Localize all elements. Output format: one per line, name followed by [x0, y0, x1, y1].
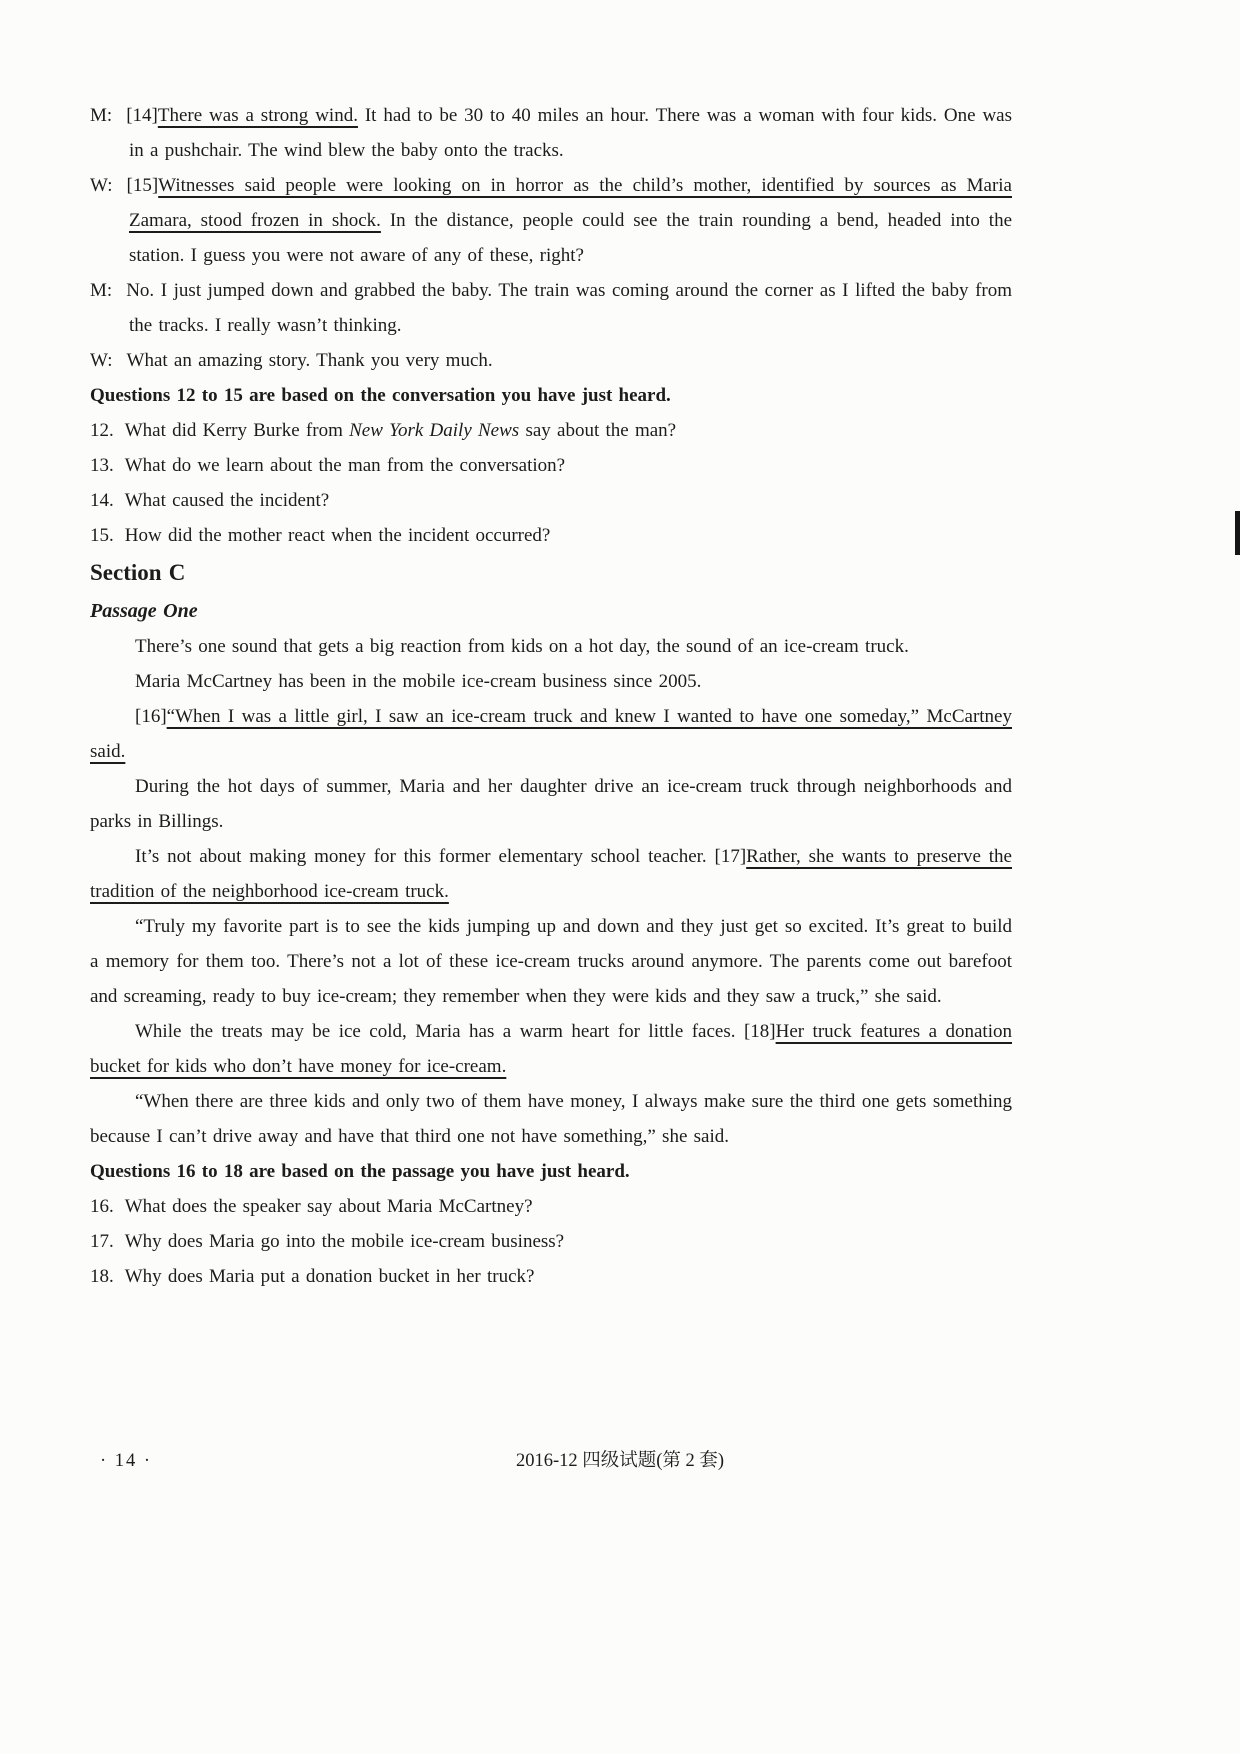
text-segment: It’s not about making money for this former elementary school teacher.: [135, 846, 715, 867]
speaker-label: M:: [90, 105, 113, 126]
text-segment: What an amazing story. Thank you very much.: [126, 350, 493, 371]
passage-paragraph: [90, 769, 1012, 839]
question-number: 17.: [90, 1231, 114, 1252]
passage-paragraph: [90, 629, 1012, 664]
dialogue-line: [90, 98, 1012, 168]
question-item: [90, 413, 1012, 448]
instruction-line: Questions 12 to 15 are based on the conversation you have just heard.: [90, 385, 671, 406]
text-segment: Why does Maria go into the mobile ice-cream business?: [124, 1231, 565, 1252]
scan-artifact-mark: [1235, 511, 1240, 555]
passage-paragraph: [90, 699, 1012, 769]
underlined-text: Her truck features a donation bucket for kids who don’t have money for ice-cream.: [90, 1021, 1012, 1077]
text-segment: In the distance, people could see the train rounding a bend, headed into the station. I guess you were not aware of any of these, right?: [129, 210, 1013, 266]
question-number: 18.: [90, 1266, 114, 1287]
page-footer: [0, 1448, 1240, 1474]
italic-text: New York Daily News: [349, 420, 520, 441]
text-segment: How did the mother react when the incident occurred?: [124, 525, 551, 546]
page-number: · 14 ·: [100, 1451, 153, 1471]
text-segment: “When there are three kids and only two of them have money, I always make sure the third one gets something because I can’t drive away and have that third one not have something,” she said.: [90, 1091, 1012, 1147]
text-segment: There’s one sound that gets a big reaction from kids on a hot day, the sound of an ice-cream truck.: [135, 636, 909, 657]
dialogue-line: [90, 168, 1012, 273]
question-number: 15.: [90, 525, 114, 546]
text-segment: What do we learn about the man from the conversation?: [124, 455, 566, 476]
passage-paragraph: [90, 1084, 1012, 1154]
text-segment: While the treats may be ice cold, Maria has a warm heart for little faces.: [135, 1021, 744, 1042]
text-segment: [14]: [126, 105, 158, 126]
passage-paragraph: [90, 839, 1012, 909]
footer-title: 2016-12 四级试题(第 2 套): [515, 1451, 725, 1471]
dialogue-line: [90, 343, 1012, 378]
text-segment: No. I just jumped down and grabbed the baby. The train was coming around the corner as I lifted the baby from the tracks. I really wasn’t thinking.: [126, 280, 1012, 336]
text-segment: [16]: [135, 706, 167, 727]
question-item: [90, 518, 1012, 553]
speaker-label: M:: [90, 280, 113, 301]
document-body: [90, 98, 1012, 1294]
passage-label: Passage One: [90, 600, 198, 622]
speaker-label: W:: [90, 350, 113, 371]
question-item: [90, 1259, 1012, 1294]
passage-paragraph: [90, 664, 1012, 699]
passage-paragraph: [90, 1014, 1012, 1084]
underlined-text: “When I was a little girl, I saw an ice-cream truck and knew I wanted to have one someday,” McCartney said.: [90, 706, 1012, 762]
question-number: 12.: [90, 420, 114, 441]
text-segment: It had to be 30 to 40 miles an hour. There was a woman with four kids. One was in a pushchair. The wind blew the baby onto the tracks.: [129, 105, 1012, 161]
speaker-label: W:: [90, 175, 113, 196]
instruction-line: Questions 16 to 18 are based on the passage you have just heard.: [90, 1161, 630, 1182]
passage-paragraph: [90, 909, 1012, 1014]
text-segment: [18]: [743, 1021, 776, 1042]
text-segment: What caused the incident?: [124, 490, 330, 511]
text-segment: [15]: [126, 175, 159, 196]
text-segment: What did Kerry Burke from: [124, 420, 350, 441]
question-number: 13.: [90, 455, 114, 476]
section-heading: Section C: [90, 560, 186, 585]
text-segment: Maria McCartney has been in the mobile ice-cream business since 2005.: [135, 671, 702, 692]
question-number: 14.: [90, 490, 114, 511]
underlined-text: Rather, she wants to preserve the tradition of the neighborhood ice-cream truck.: [90, 846, 1012, 902]
question-item: [90, 1189, 1012, 1224]
text-segment: During the hot days of summer, Maria and her daughter drive an ice-cream truck through neighborhoods and parks in Billings.: [90, 776, 1012, 832]
underlined-text: Witnesses said people were looking on in horror as the child’s mother, identified by sources as Maria Zamara, stood frozen in shock.: [129, 175, 1012, 231]
underlined-text: There was a strong wind.: [157, 105, 358, 126]
text-segment: say about the man?: [519, 420, 677, 441]
question-item: [90, 483, 1012, 518]
dialogue-line: [90, 273, 1012, 343]
question-item: [90, 448, 1012, 483]
question-item: [90, 1224, 1012, 1259]
text-segment: [17]: [714, 846, 747, 867]
text-segment: “Truly my favorite part is to see the kids jumping up and down and they just get so excited. It’s great to build a memory for them too. There’s not a lot of these ice-cream trucks around anymore. The parents come out barefoot and screaming, ready to buy ice-cream; they remember when they were kids and they saw a truck,” she said.: [90, 916, 1012, 1007]
question-number: 16.: [90, 1196, 114, 1217]
text-segment: Why does Maria put a donation bucket in her truck?: [124, 1266, 535, 1287]
text-segment: What does the speaker say about Maria McCartney?: [124, 1196, 533, 1217]
